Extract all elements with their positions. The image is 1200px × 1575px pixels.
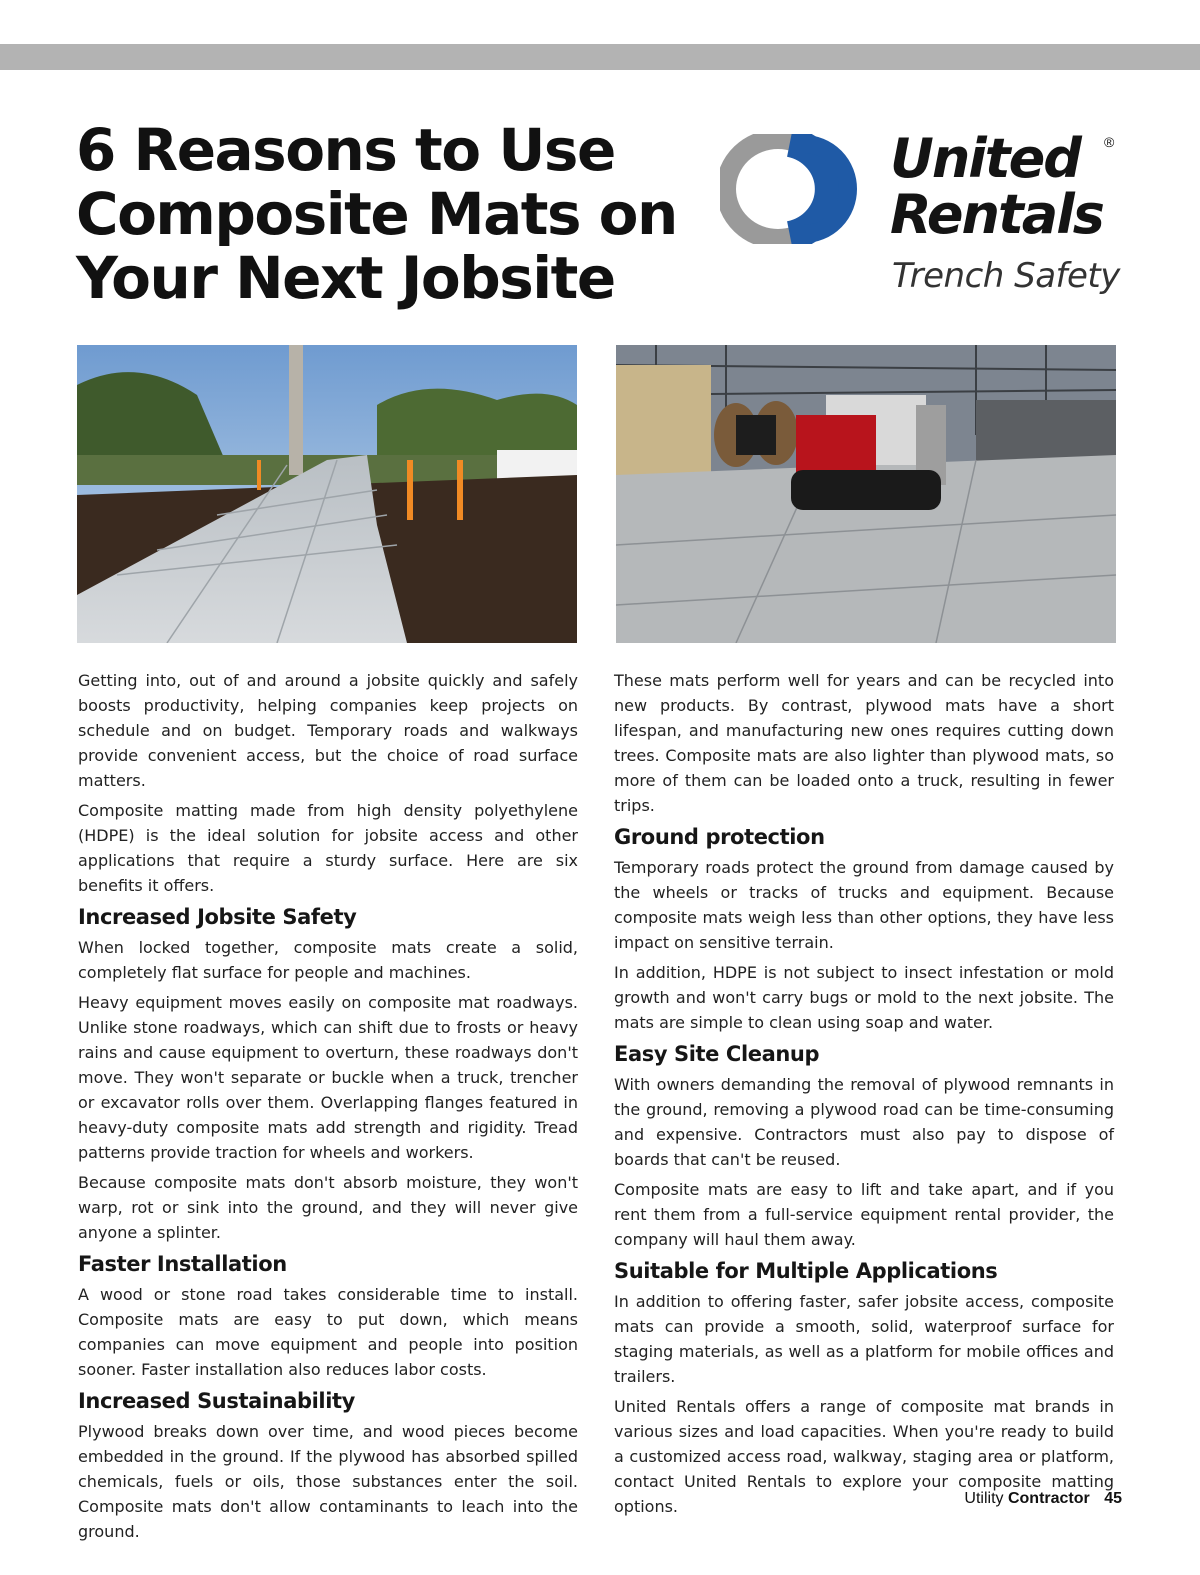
- intro-paragraph-2: Composite matting made from high density polyethylene (HDPE) is the ideal solution for jobsite access and other applications that require a sturdy surface. Here are six benefits it offers.: [78, 801, 578, 895]
- track-loader-photo: [616, 345, 1116, 643]
- safety-paragraph-3: Because composite mats don't absorb moisture, they won't warp, rot or sink into the ground, and they will never give anyone a splinter.: [78, 1173, 578, 1242]
- united-rentals-mark-icon: [720, 134, 880, 244]
- cleanup-heading: Easy Site Cleanup: [614, 1042, 820, 1066]
- applications-heading: Suitable for Multiple Applications: [614, 1259, 998, 1283]
- ground-protection-paragraph-2: In addition, HDPE is not subject to insect infestation or mold growth and won't carry bugs or mold to the next jobsite. The mats are simple to clean using soap and water.: [614, 963, 1114, 1032]
- applications-paragraph-2: United Rentals offers a range of composite mat brands in various sizes and load capacities. When you're ready to build a customized access road, walkway, staging area or platform, contact United Rentals to explore your composite matting options.: [614, 1397, 1114, 1516]
- page-number: 45: [1104, 1490, 1122, 1507]
- publication-name-light: Utility: [964, 1490, 1004, 1507]
- title-line-3: Your Next Jobsite: [76, 244, 615, 312]
- title-line-1: 6 Reasons to Use: [76, 116, 615, 184]
- cleanup-paragraph-2: Composite mats are easy to lift and take apart, and if you rent them from a full-service equipment rental provider, the company will haul them away.: [614, 1180, 1114, 1249]
- ground-protection-paragraph-1: Temporary roads protect the ground from damage caused by the wheels or tracks of trucks and equipment. Because composite mats weigh less than other options, they have less impact on sensitive terrain.: [614, 858, 1114, 952]
- safety-heading: Increased Jobsite Safety: [78, 905, 357, 929]
- left-text-column: [78, 668, 578, 1549]
- installation-paragraph: A wood or stone road takes considerable time to install. Composite mats are easy to put down, which means companies can move equipment and people into position sooner. Faster installation also reduces labor costs.: [78, 1285, 578, 1379]
- installation-heading: Faster Installation: [78, 1252, 287, 1276]
- sustainability-paragraph-1: Plywood breaks down over time, and wood pieces become embedded in the ground. If the plywood has absorbed spilled chemicals, fuels or oils, those substances enter the soil. Composite mats don't allow contaminants to leach into the ground.: [78, 1422, 578, 1541]
- logo-word-rentals: Rentals: [890, 183, 1103, 246]
- registered-mark: ®: [1104, 134, 1115, 150]
- applications-paragraph-1: In addition to offering faster, safer jobsite access, composite mats can provide a smooth, solid, waterproof surface for staging materials, as well as a platform for mobile offices and trailers.: [614, 1292, 1114, 1386]
- sustainability-heading: Increased Sustainability: [78, 1389, 355, 1413]
- page-footer: [964, 1490, 1122, 1508]
- safety-paragraph-2: Heavy equipment moves easily on composite mat roadways. Unlike stone roadways, which can shift due to frosts or heavy rains and cause equipment to overturn, these roadways don't move. They won't separate or buckle when a truck, trencher or excavator rolls over them. Overlapping flanges featured in heavy-duty composite mats add strength and rigidity. Tread patterns provide traction for wheels and workers.: [78, 993, 578, 1162]
- cleanup-paragraph-1: With owners demanding the removal of plywood remnants in the ground, removing a plywood road can be time-consuming and expensive. Contractors must also pay to dispose of boards that can't be reused.: [614, 1075, 1114, 1169]
- ground-protection-heading: Ground protection: [614, 825, 825, 849]
- jobsite-road-photo: [77, 345, 577, 643]
- united-rentals-logo: [720, 127, 1130, 305]
- logo-subtitle: Trench Safety: [892, 256, 1120, 296]
- title-line-2: Composite Mats on: [76, 180, 677, 248]
- intro-paragraph-1: Getting into, out of and around a jobsite quickly and safely boosts productivity, helping companies keep projects on schedule and on budget. Temporary roads and walkways provide convenient access, but the choice of road surface matters.: [78, 671, 578, 790]
- top-color-band: [0, 44, 1200, 70]
- article-title: [76, 118, 726, 310]
- safety-paragraph-1: When locked together, composite mats create a solid, completely flat surface for people and machines.: [78, 938, 578, 982]
- logo-word-united: United: [890, 127, 1080, 190]
- publication-name-bold: Contractor: [1007, 1490, 1090, 1507]
- right-text-column: [614, 668, 1114, 1524]
- sustainability-paragraph-2: These mats perform well for years and can be recycled into new products. By contrast, plywood mats have a short lifespan, and manufacturing new ones requires cutting down trees. Composite mats are also lighter than plywood mats, so more of them can be loaded onto a truck, resulting in fewer trips.: [614, 671, 1114, 815]
